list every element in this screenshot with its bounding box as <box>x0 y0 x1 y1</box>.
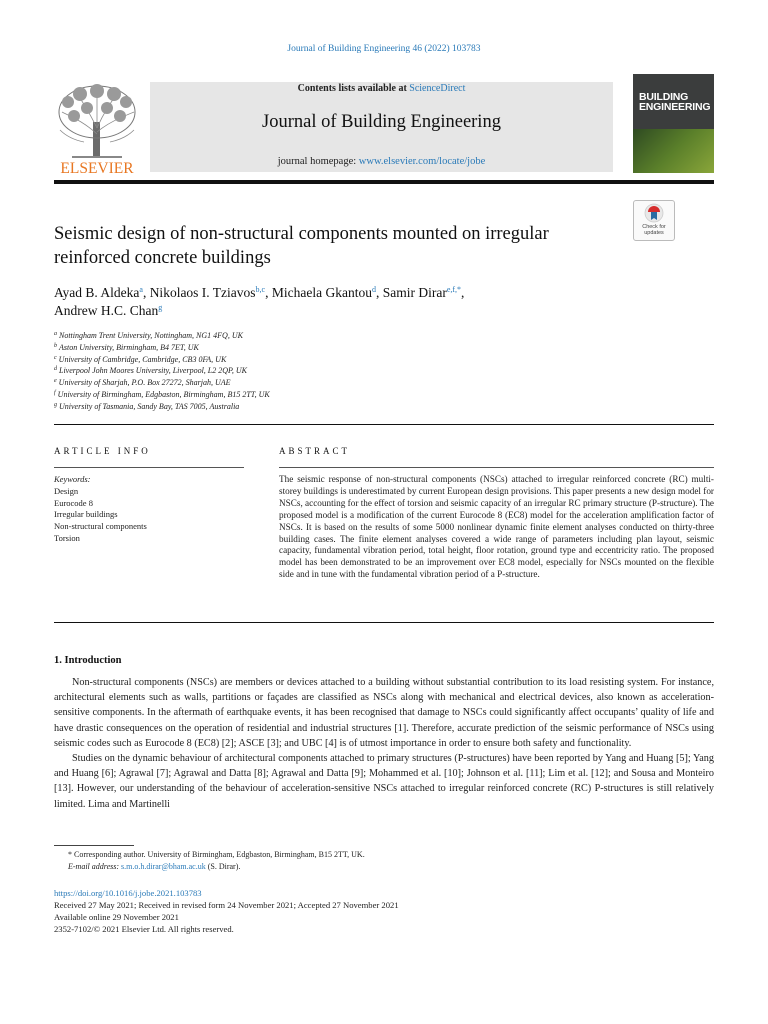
header-divider <box>54 180 714 184</box>
contents-line: Contents lists available at ScienceDirect <box>297 83 466 94</box>
section-divider <box>54 622 714 623</box>
homepage-link[interactable]: www.elsevier.com/locate/jobe <box>358 156 486 167</box>
keywords-block <box>54 474 244 545</box>
author-item[interactable]: Nikolaos I. Tziavos$^{b,c}$ <box>149 285 266 300</box>
doi-link[interactable]: https://doi.org/10.1016/j.jobe.2021.103783 <box>54 888 202 898</box>
footnote-divider <box>54 845 134 846</box>
corresponding-author-note: * Corresponding author. University of Birmingham, Edgbaston, Birmingham, B15 2TT, UK. <box>68 850 365 859</box>
intro-heading: 1. Introduction <box>54 655 122 666</box>
elsevier-wordmark: ELSEVIER <box>60 160 134 176</box>
journal-cover-thumbnail[interactable] <box>633 74 714 173</box>
affiliation-item: $^b$ Aston University, Birmingham, B4 7ET, UK <box>54 342 199 352</box>
journal-name: Journal of Building Engineering <box>262 112 501 132</box>
crossmark-icon <box>634 201 674 225</box>
cover-title: BUILDING ENGINEERING <box>639 91 711 113</box>
affiliation-item: $^g$ University of Tasmania, Sandy Bay, TAS 7005, Australia <box>54 401 240 411</box>
article-title: Seismic design of non-structural components mounted on irregular reinforced concrete buildings <box>54 224 549 268</box>
intro-paragraph: Non-structural components (NSCs) are members or devices attached to a building without substantial contribution to its load resisting system. For instance, architectural elements such as walls, partitions or façades are classified as NSCs along with mechanical and electrical devices, also known as acceleration-sensitive components. In the aftermath of earthquake events, it has been recognised that damage to NSCs could significantly affect occupants’ quality of life and have drastic consequences on the operation of residential and industrial structures [1]. Therefore, accurate prediction of the seismic performance of NSCs using seismic codes such as Eurocode 8 (EC8) [2]; ASCE [3]; and UBC [4] is of utmost importance in order to ensure both safety and functionality. <box>54 677 714 749</box>
article-info-divider <box>54 467 244 468</box>
elsevier-tree-icon <box>54 82 140 176</box>
affiliation-item: $^a$ Nottingham Trent University, Nottingham, NG1 4FQ, UK <box>54 331 243 340</box>
homepage-line: journal homepage: www.elsevier.com/locate/jobe <box>277 156 486 167</box>
affiliation-item: $^f$ University of Birmingham, Edgbaston, Birmingham, B15 2TT, UK <box>54 389 270 399</box>
available-online: Available online 29 November 2021 <box>54 912 179 923</box>
article-info-heading: ARTICLE INFO <box>54 446 151 456</box>
abstract-text: The seismic response of non-structural components (NSCs) attached to irregular reinforced concrete (RC) multi-storey buildings is underestimated by current European design provisions. This paper presents a new design model for NSCs, accounting for the effect of torsion and seismic capacity of an irregular RC primary structure (P-structure). The proposed model is a modification of the current Eurocode 8 (EC8) model for the acceleration amplification factor of NSCs. It is based on the results of some 5000 nonlinear dynamic finite element analyses conducted on thirty-three building cases. The finite element analyses covered a wide range of parameters including plan layout, seismic capacity, fundamental vibration period, total height, floor rotation, ground type and eccentricity ratio. The proposed model has been demonstrated to be an improvement over EC8 model, especially for NSCs mounted on the flexible side and in tune with the fundamental vibration period of a P-structure. <box>279 474 714 580</box>
elsevier-logo <box>54 82 140 176</box>
copyright: 2352-7102/© 2021 Elsevier Ltd. All rights reserved. <box>54 924 234 935</box>
keyword-item: Design <box>54 485 79 496</box>
sciencedirect-link[interactable]: ScienceDirect <box>409 83 466 94</box>
footnotes <box>54 849 554 873</box>
author-item[interactable]: Samir Dirar$^{e,f,*}$ <box>382 285 462 300</box>
abstract-heading: ABSTRACT <box>279 446 351 456</box>
keyword-item: Torsion <box>54 532 80 543</box>
keywords-label: Keywords: <box>54 474 91 484</box>
email-note: E-mail address: s.m.o.h.dirar@bham.ac.uk (S. Dirar). <box>68 862 241 871</box>
author-item[interactable]: Michaela Gkantou$^d$ <box>271 285 376 300</box>
article-meta <box>54 887 654 935</box>
check-for-updates-badge[interactable]: Check for updates <box>633 200 675 241</box>
keyword-item: Eurocode 8 <box>54 497 93 508</box>
received-dates: Received 27 May 2021; Received in revised form 24 November 2021; Accepted 27 November 2021 <box>54 900 399 911</box>
abstract-divider <box>279 467 714 468</box>
author-item[interactable]: Andrew H.C. Chan$^g$ <box>54 303 163 318</box>
author-list: Ayad B. Aldeka$^a$, Nikolaos I. Tziavos$^{b,c}$, Michaela Gkantou$^d$, Samir Dirar$^{e,f,*}$, Andrew H.C. Chan$^g$ <box>54 285 465 318</box>
author-item[interactable]: Ayad B. Aldeka$^a$ <box>54 285 143 300</box>
intro-paragraph: Studies on the dynamic behaviour of architectural components attached to primary structures (P-structures) have been reported by Yang and Huang [5]; Yang and Huang [6]; Agrawal [7]; Agrawal and Datta [8]; Agrawal and Datta [9]; Mohammed et al. [10]; Johnson et al. [11]; Lim et al. [12]; and Sousa and Monteiro [13]. However, our understanding of the behaviour of acceleration-sensitive NSCs attached to irregular reinforced concrete (RC) P-structures is still relatively limited. Lima and Martinelli <box>54 753 714 810</box>
email-link[interactable]: s.m.o.h.dirar@bham.ac.uk <box>121 862 206 871</box>
affiliation-list <box>54 330 454 413</box>
keyword-item: Irregular buildings <box>54 509 118 520</box>
affiliation-item: $^d$ Liverpool John Moores University, Liverpool, L2 2QP, UK <box>54 366 247 376</box>
keyword-item: Non-structural components <box>54 521 147 532</box>
affiliation-item: $^e$ University of Sharjah, P.O. Box 27272, Sharjah, UAE <box>54 378 231 388</box>
journal-citation[interactable]: Journal of Building Engineering 46 (2022) 103783 <box>287 44 481 54</box>
journal-header-box <box>150 82 613 172</box>
intro-body <box>54 675 714 812</box>
cover-image <box>633 129 714 173</box>
affiliation-item: $^c$ University of Cambridge, Cambridge, CB3 0FA, UK <box>54 354 227 364</box>
section-divider <box>54 424 714 425</box>
